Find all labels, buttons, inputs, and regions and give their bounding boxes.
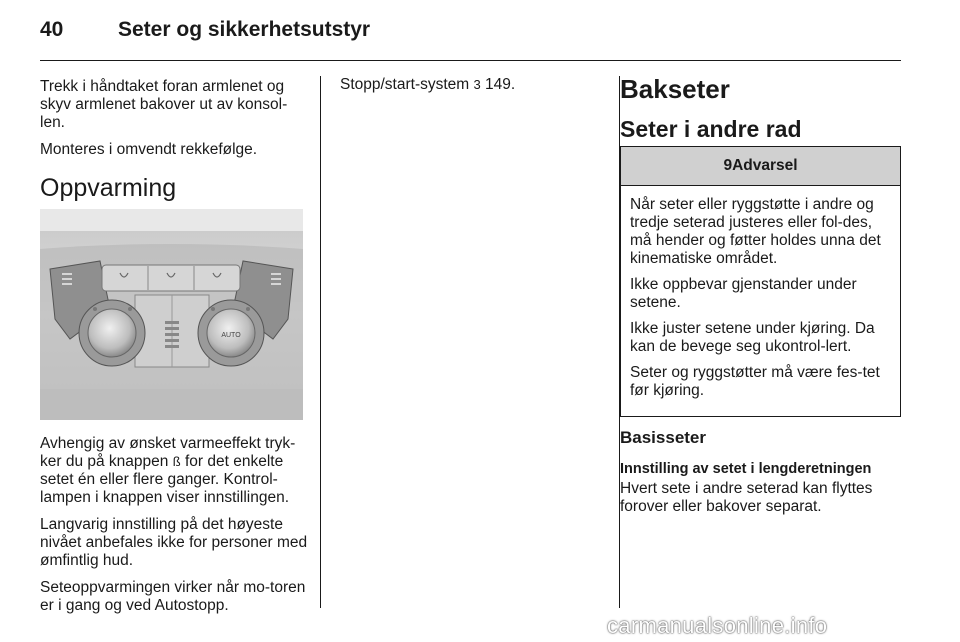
section-heading-bakseter: Bakseter xyxy=(620,74,730,104)
page-number: 40 xyxy=(40,18,64,41)
warning-paragraph: Ikke oppbevar gjenstander under setene. xyxy=(630,276,857,311)
header-rule xyxy=(40,60,901,61)
warning-box xyxy=(620,146,901,417)
page-header xyxy=(40,18,900,48)
column-1-top xyxy=(40,78,308,168)
warning-paragraph: Seter og ryggstøtter må være fes-tet før kjøring. xyxy=(630,364,880,399)
basisseter-body: Hvert sete i andre seterad kan flyttes forover eller bakover separat. xyxy=(620,480,873,515)
column-1-bottom xyxy=(40,435,308,624)
warning-header xyxy=(621,147,900,186)
paragraph: Langvarig innstilling på det høyeste nivået anbefales ikke for personer med ømfintlig hud. xyxy=(40,516,308,569)
basisseter-heading: Basisseter xyxy=(620,428,707,447)
paragraph: Stopp/start-system 3 149. xyxy=(340,76,516,93)
paragraph: Avhengig av ønsket varmeeffekt tryk-ker du på knappen ß for det enkelte setet én eller flere ganger. Kontrol-lampen i knappen viser innstillingen. xyxy=(40,435,296,506)
warning-body xyxy=(621,186,900,400)
auto-label: AUTO xyxy=(221,332,241,339)
basisseter-subheading: Innstilling av setet i lengderetningen xyxy=(620,461,872,477)
section-heading-oppvarming: Oppvarming xyxy=(40,174,177,202)
seat-heat-icon: ß xyxy=(172,454,181,469)
warning-paragraph: Når seter eller ryggstøtte i andre og tredje seterad justeres eller fol-des, må hender og føtter holdes unna det kinematiske området. xyxy=(630,196,881,267)
warning-title: Advarsel xyxy=(732,157,798,174)
page-title: Seter og sikkerhetsutstyr xyxy=(118,18,371,41)
warning-icon: 9 xyxy=(723,157,733,174)
warning-paragraph: Ikke juster setene under kjøring. Da kan de bevege seg ukontrol-lert. xyxy=(630,320,875,355)
climate-control-panel-image xyxy=(40,209,303,420)
column-2 xyxy=(340,76,605,103)
watermark: carmanualsonline.info xyxy=(607,613,828,638)
paragraph: Seteoppvarmingen virker når mo-toren er i gang og ved Autostopp. xyxy=(40,579,306,614)
paragraph: Monteres i omvendt rekkefølge. xyxy=(40,141,258,158)
page-reference-icon: 3 xyxy=(473,77,481,92)
column-divider-1 xyxy=(320,76,321,608)
subheading-seter-andre-rad: Seter i andre rad xyxy=(620,116,802,142)
paragraph: Trekk i håndtaket foran armlenet og skyv armlenet bakover ut av konsol-len. xyxy=(40,78,288,131)
